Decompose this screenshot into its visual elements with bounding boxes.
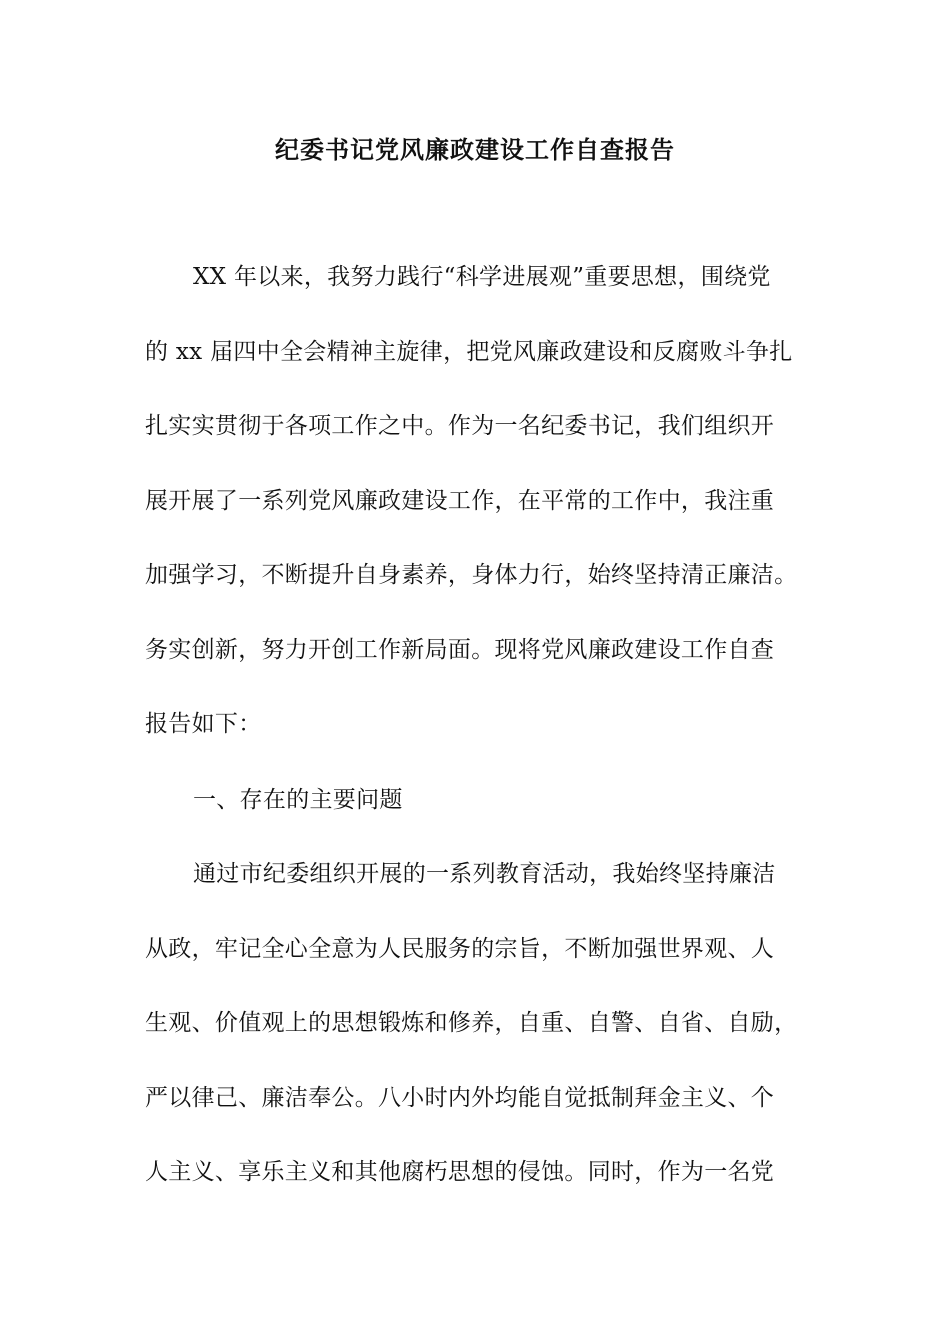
paragraph-line: XX 年以来，我努力践行“科学进展观”重要思想，围绕党 (193, 264, 771, 290)
paragraph-line: 扎实实贯彻于各项工作之中。作为一名纪委书记，我们组织开 (145, 413, 775, 439)
paragraph-line: 的 xx 届四中全会精神主旋律，把党风廉政建设和反腐败斗争扎 (145, 338, 793, 365)
paragraph-line: 务实创新，努力开创工作新局面。现将党风廉政建设工作自查 (145, 636, 775, 663)
intro-paragraph (145, 240, 815, 762)
paragraph-line: 通过市纪委组织开展的一系列教育活动，我始终坚持廉洁 (193, 861, 776, 887)
paragraph-line: 从政，牢记全心全意为人民服务的宗旨，不断加强世界观、人 (145, 935, 775, 962)
paragraph-line: 展开展了一系列党风廉政建设工作，在平常的工作中，我注重 (145, 487, 775, 514)
paragraph-line: 生观、价值观上的思想锻炼和修养，自重、自警、自省、自励， (145, 1010, 798, 1036)
paragraph-line: 人主义、享乐主义和其他腐朽思想的侵蚀。同时，作为一名党 (145, 1159, 775, 1185)
section-heading-text: 一、存在的主要问题 (193, 787, 403, 813)
paragraph-line: 严以律己、廉洁奉公。八小时内外均能自觉抵制拜金主义、个 (145, 1084, 775, 1111)
section-heading (145, 763, 815, 838)
paragraph-line: 报告如下： (145, 711, 262, 737)
section-paragraph (145, 837, 815, 1210)
paragraph-line: 加强学习，不断提升自身素养，身体力行，始终坚持清正廉洁。 (145, 562, 798, 588)
document-title: 纪委书记党风廉政建设工作自查报告 (275, 135, 675, 164)
